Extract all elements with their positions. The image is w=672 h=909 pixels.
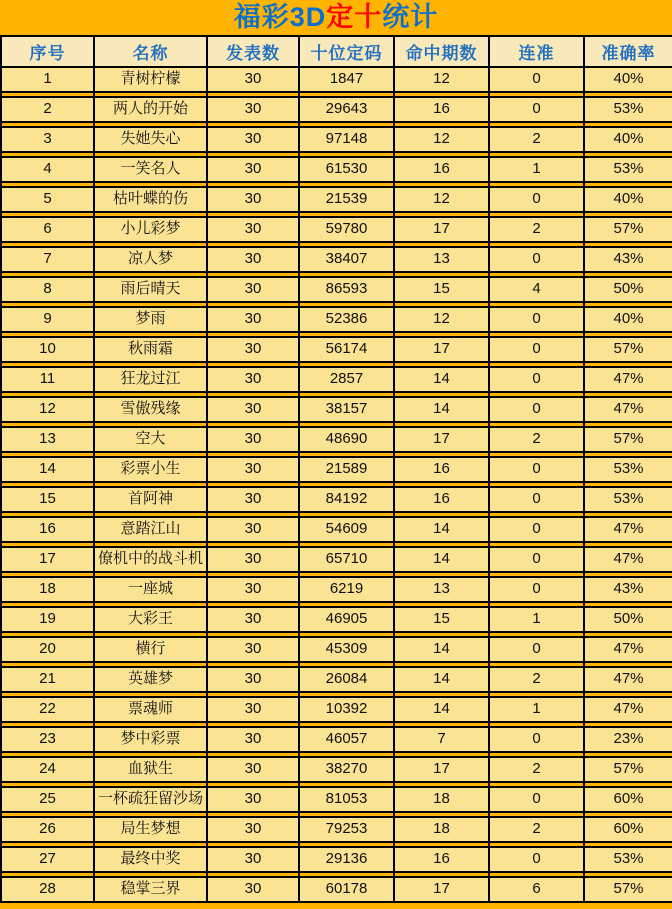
cell-tens-code: 61530 xyxy=(299,157,394,182)
cell-hit-count: 16 xyxy=(394,487,489,512)
column-header-hit-count: 命中期数 xyxy=(394,36,489,67)
cell-tens-code: 38157 xyxy=(299,397,394,422)
table-row xyxy=(1,67,672,92)
cell-tens-code: 54609 xyxy=(299,517,394,542)
cell-accuracy: 47% xyxy=(584,697,672,722)
cell-index: 23 xyxy=(1,727,94,752)
cell-accuracy: 60% xyxy=(584,817,672,842)
cell-name: 秋雨霜 xyxy=(94,337,207,362)
cell-index: 22 xyxy=(1,697,94,722)
cell-name: 一座城 xyxy=(94,577,207,602)
cell-publish-count: 30 xyxy=(207,307,299,332)
cell-name: 梦中彩票 xyxy=(94,727,207,752)
cell-hit-count: 12 xyxy=(394,67,489,92)
cell-name: 局生梦想 xyxy=(94,817,207,842)
cell-hit-count: 18 xyxy=(394,817,489,842)
cell-tens-code: 38407 xyxy=(299,247,394,272)
cell-hit-count: 14 xyxy=(394,697,489,722)
table-row xyxy=(1,337,672,362)
cell-streak: 0 xyxy=(489,367,584,392)
cell-streak: 0 xyxy=(489,637,584,662)
table-row xyxy=(1,367,672,392)
cell-streak: 0 xyxy=(489,577,584,602)
cell-publish-count: 30 xyxy=(207,127,299,152)
cell-name: 稳掌三界 xyxy=(94,877,207,902)
cell-publish-count: 30 xyxy=(207,247,299,272)
cell-streak: 1 xyxy=(489,697,584,722)
cell-publish-count: 30 xyxy=(207,637,299,662)
cell-tens-code: 38270 xyxy=(299,757,394,782)
cell-accuracy: 43% xyxy=(584,577,672,602)
column-header-index: 序号 xyxy=(1,36,94,67)
cell-publish-count: 30 xyxy=(207,667,299,692)
column-header-tens-code: 十位定码 xyxy=(299,36,394,67)
cell-name: 僚机中的战斗机 xyxy=(94,547,207,572)
cell-index: 6 xyxy=(1,217,94,242)
table-row xyxy=(1,127,672,152)
cell-name: 意踏江山 xyxy=(94,517,207,542)
cell-index: 18 xyxy=(1,577,94,602)
cell-accuracy: 47% xyxy=(584,547,672,572)
cell-index: 19 xyxy=(1,607,94,632)
cell-tens-code: 59780 xyxy=(299,217,394,242)
table-row xyxy=(1,817,672,842)
cell-streak: 0 xyxy=(489,487,584,512)
cell-streak: 4 xyxy=(489,277,584,302)
column-header-name: 名称 xyxy=(94,36,207,67)
cell-streak: 0 xyxy=(489,397,584,422)
cell-publish-count: 30 xyxy=(207,847,299,872)
cell-tens-code: 46057 xyxy=(299,727,394,752)
table-row xyxy=(1,667,672,692)
cell-name: 凉人梦 xyxy=(94,247,207,272)
cell-streak: 2 xyxy=(489,217,584,242)
cell-accuracy: 53% xyxy=(584,487,672,512)
cell-streak: 0 xyxy=(489,727,584,752)
cell-accuracy: 43% xyxy=(584,247,672,272)
table-row xyxy=(1,517,672,542)
cell-streak: 0 xyxy=(489,547,584,572)
cell-name: 大彩王 xyxy=(94,607,207,632)
cell-tens-code: 1847 xyxy=(299,67,394,92)
cell-name: 枯叶蝶的伤 xyxy=(94,187,207,212)
table-row xyxy=(1,247,672,272)
table-row xyxy=(1,97,672,122)
cell-streak: 2 xyxy=(489,667,584,692)
table-row xyxy=(1,607,672,632)
page-title xyxy=(0,0,672,35)
cell-streak: 1 xyxy=(489,607,584,632)
cell-accuracy: 47% xyxy=(584,367,672,392)
cell-name: 狂龙过江 xyxy=(94,367,207,392)
cell-index: 13 xyxy=(1,427,94,452)
table-row xyxy=(1,547,672,572)
cell-hit-count: 15 xyxy=(394,607,489,632)
cell-publish-count: 30 xyxy=(207,817,299,842)
cell-hit-count: 14 xyxy=(394,397,489,422)
cell-hit-count: 17 xyxy=(394,877,489,902)
cell-hit-count: 14 xyxy=(394,667,489,692)
cell-streak: 2 xyxy=(489,127,584,152)
cell-accuracy: 23% xyxy=(584,727,672,752)
cell-streak: 6 xyxy=(489,877,584,902)
header-row xyxy=(1,36,672,67)
cell-index: 8 xyxy=(1,277,94,302)
cell-publish-count: 30 xyxy=(207,547,299,572)
cell-accuracy: 50% xyxy=(584,607,672,632)
cell-index: 3 xyxy=(1,127,94,152)
table-row xyxy=(1,187,672,212)
cell-hit-count: 17 xyxy=(394,757,489,782)
cell-publish-count: 30 xyxy=(207,337,299,362)
cell-hit-count: 16 xyxy=(394,457,489,482)
cell-tens-code: 10392 xyxy=(299,697,394,722)
cell-tens-code: 86593 xyxy=(299,277,394,302)
cell-tens-code: 81053 xyxy=(299,787,394,812)
cell-tens-code: 21589 xyxy=(299,457,394,482)
cell-hit-count: 13 xyxy=(394,577,489,602)
cell-index: 16 xyxy=(1,517,94,542)
cell-name: 首阿神 xyxy=(94,487,207,512)
cell-hit-count: 16 xyxy=(394,97,489,122)
table-row xyxy=(1,787,672,812)
cell-streak: 0 xyxy=(489,787,584,812)
cell-tens-code: 84192 xyxy=(299,487,394,512)
cell-accuracy: 53% xyxy=(584,847,672,872)
cell-publish-count: 30 xyxy=(207,607,299,632)
cell-streak: 0 xyxy=(489,517,584,542)
stats-table xyxy=(0,35,672,903)
cell-name: 票魂师 xyxy=(94,697,207,722)
table-row xyxy=(1,307,672,332)
cell-streak: 0 xyxy=(489,457,584,482)
cell-name: 青树柠檬 xyxy=(94,67,207,92)
cell-index: 26 xyxy=(1,817,94,842)
table-row xyxy=(1,397,672,422)
cell-accuracy: 57% xyxy=(584,427,672,452)
cell-publish-count: 30 xyxy=(207,697,299,722)
cell-name: 一笑名人 xyxy=(94,157,207,182)
cell-publish-count: 30 xyxy=(207,577,299,602)
cell-name: 一杯疏狂留沙场 xyxy=(94,787,207,812)
cell-publish-count: 30 xyxy=(207,97,299,122)
cell-name: 血狱生 xyxy=(94,757,207,782)
cell-accuracy: 57% xyxy=(584,877,672,902)
cell-streak: 2 xyxy=(489,757,584,782)
cell-tens-code: 79253 xyxy=(299,817,394,842)
cell-index: 28 xyxy=(1,877,94,902)
table-row xyxy=(1,277,672,302)
cell-accuracy: 53% xyxy=(584,157,672,182)
cell-tens-code: 29643 xyxy=(299,97,394,122)
table-row xyxy=(1,637,672,662)
cell-hit-count: 15 xyxy=(394,277,489,302)
cell-index: 5 xyxy=(1,187,94,212)
cell-index: 15 xyxy=(1,487,94,512)
cell-publish-count: 30 xyxy=(207,217,299,242)
cell-accuracy: 40% xyxy=(584,187,672,212)
cell-index: 20 xyxy=(1,637,94,662)
cell-publish-count: 30 xyxy=(207,727,299,752)
cell-index: 17 xyxy=(1,547,94,572)
cell-accuracy: 40% xyxy=(584,127,672,152)
cell-index: 4 xyxy=(1,157,94,182)
cell-hit-count: 13 xyxy=(394,247,489,272)
cell-accuracy: 40% xyxy=(584,307,672,332)
cell-index: 12 xyxy=(1,397,94,422)
cell-hit-count: 14 xyxy=(394,637,489,662)
cell-publish-count: 30 xyxy=(207,517,299,542)
cell-index: 2 xyxy=(1,97,94,122)
cell-publish-count: 30 xyxy=(207,397,299,422)
cell-accuracy: 60% xyxy=(584,787,672,812)
cell-tens-code: 26084 xyxy=(299,667,394,692)
cell-hit-count: 17 xyxy=(394,217,489,242)
cell-streak: 1 xyxy=(489,157,584,182)
cell-tens-code: 60178 xyxy=(299,877,394,902)
cell-tens-code: 46905 xyxy=(299,607,394,632)
cell-accuracy: 57% xyxy=(584,337,672,362)
cell-name: 小儿彩梦 xyxy=(94,217,207,242)
cell-index: 24 xyxy=(1,757,94,782)
table-row xyxy=(1,757,672,782)
cell-tens-code: 21539 xyxy=(299,187,394,212)
cell-name: 梦雨 xyxy=(94,307,207,332)
cell-publish-count: 30 xyxy=(207,67,299,92)
cell-name: 最终中奖 xyxy=(94,847,207,872)
cell-name: 雪傲残缘 xyxy=(94,397,207,422)
cell-index: 7 xyxy=(1,247,94,272)
cell-hit-count: 12 xyxy=(394,127,489,152)
cell-name: 横行 xyxy=(94,637,207,662)
cell-hit-count: 7 xyxy=(394,727,489,752)
cell-tens-code: 45309 xyxy=(299,637,394,662)
cell-tens-code: 65710 xyxy=(299,547,394,572)
title-segment: 福彩3D xyxy=(233,2,327,32)
cell-name: 失她失心 xyxy=(94,127,207,152)
table-row xyxy=(1,427,672,452)
cell-accuracy: 47% xyxy=(584,667,672,692)
cell-accuracy: 57% xyxy=(584,757,672,782)
column-header-streak: 连准 xyxy=(489,36,584,67)
column-header-accuracy: 准确率 xyxy=(584,36,672,67)
cell-hit-count: 17 xyxy=(394,427,489,452)
table-row xyxy=(1,157,672,182)
title-segment: 定十 xyxy=(326,2,383,32)
cell-accuracy: 53% xyxy=(584,457,672,482)
table-row xyxy=(1,487,672,512)
cell-hit-count: 12 xyxy=(394,307,489,332)
cell-accuracy: 47% xyxy=(584,637,672,662)
cell-publish-count: 30 xyxy=(207,427,299,452)
cell-hit-count: 18 xyxy=(394,787,489,812)
cell-hit-count: 14 xyxy=(394,367,489,392)
table-row xyxy=(1,877,672,902)
cell-index: 1 xyxy=(1,67,94,92)
cell-publish-count: 30 xyxy=(207,277,299,302)
cell-tens-code: 97148 xyxy=(299,127,394,152)
cell-streak: 0 xyxy=(489,97,584,122)
cell-name: 空大 xyxy=(94,427,207,452)
cell-streak: 0 xyxy=(489,307,584,332)
cell-tens-code: 52386 xyxy=(299,307,394,332)
cell-index: 11 xyxy=(1,367,94,392)
cell-streak: 0 xyxy=(489,187,584,212)
table-row xyxy=(1,217,672,242)
cell-hit-count: 16 xyxy=(394,847,489,872)
cell-hit-count: 14 xyxy=(394,547,489,572)
cell-index: 10 xyxy=(1,337,94,362)
cell-streak: 0 xyxy=(489,67,584,92)
table-row xyxy=(1,577,672,602)
cell-hit-count: 16 xyxy=(394,157,489,182)
cell-accuracy: 47% xyxy=(584,517,672,542)
table-row xyxy=(1,727,672,752)
cell-tens-code: 6219 xyxy=(299,577,394,602)
cell-index: 25 xyxy=(1,787,94,812)
cell-publish-count: 30 xyxy=(207,877,299,902)
cell-tens-code: 2857 xyxy=(299,367,394,392)
column-header-publish-count: 发表数 xyxy=(207,36,299,67)
cell-streak: 0 xyxy=(489,247,584,272)
table-row xyxy=(1,697,672,722)
cell-publish-count: 30 xyxy=(207,757,299,782)
cell-index: 14 xyxy=(1,457,94,482)
cell-publish-count: 30 xyxy=(207,457,299,482)
table-row xyxy=(1,847,672,872)
cell-publish-count: 30 xyxy=(207,367,299,392)
cell-hit-count: 14 xyxy=(394,517,489,542)
cell-accuracy: 53% xyxy=(584,97,672,122)
cell-hit-count: 12 xyxy=(394,187,489,212)
cell-streak: 0 xyxy=(489,337,584,362)
cell-name: 英雄梦 xyxy=(94,667,207,692)
cell-streak: 0 xyxy=(489,847,584,872)
cell-publish-count: 30 xyxy=(207,487,299,512)
cell-streak: 2 xyxy=(489,817,584,842)
title-segment: 统计 xyxy=(382,2,439,32)
cell-accuracy: 57% xyxy=(584,217,672,242)
table-row xyxy=(1,457,672,482)
cell-index: 9 xyxy=(1,307,94,332)
cell-accuracy: 50% xyxy=(584,277,672,302)
cell-tens-code: 48690 xyxy=(299,427,394,452)
cell-hit-count: 17 xyxy=(394,337,489,362)
cell-streak: 2 xyxy=(489,427,584,452)
cell-accuracy: 47% xyxy=(584,397,672,422)
cell-publish-count: 30 xyxy=(207,787,299,812)
cell-tens-code: 29136 xyxy=(299,847,394,872)
cell-accuracy: 40% xyxy=(584,67,672,92)
cell-index: 21 xyxy=(1,667,94,692)
cell-publish-count: 30 xyxy=(207,157,299,182)
cell-name: 彩票小生 xyxy=(94,457,207,482)
cell-name: 雨后晴天 xyxy=(94,277,207,302)
cell-index: 27 xyxy=(1,847,94,872)
cell-publish-count: 30 xyxy=(207,187,299,212)
cell-tens-code: 56174 xyxy=(299,337,394,362)
cell-name: 两人的开始 xyxy=(94,97,207,122)
